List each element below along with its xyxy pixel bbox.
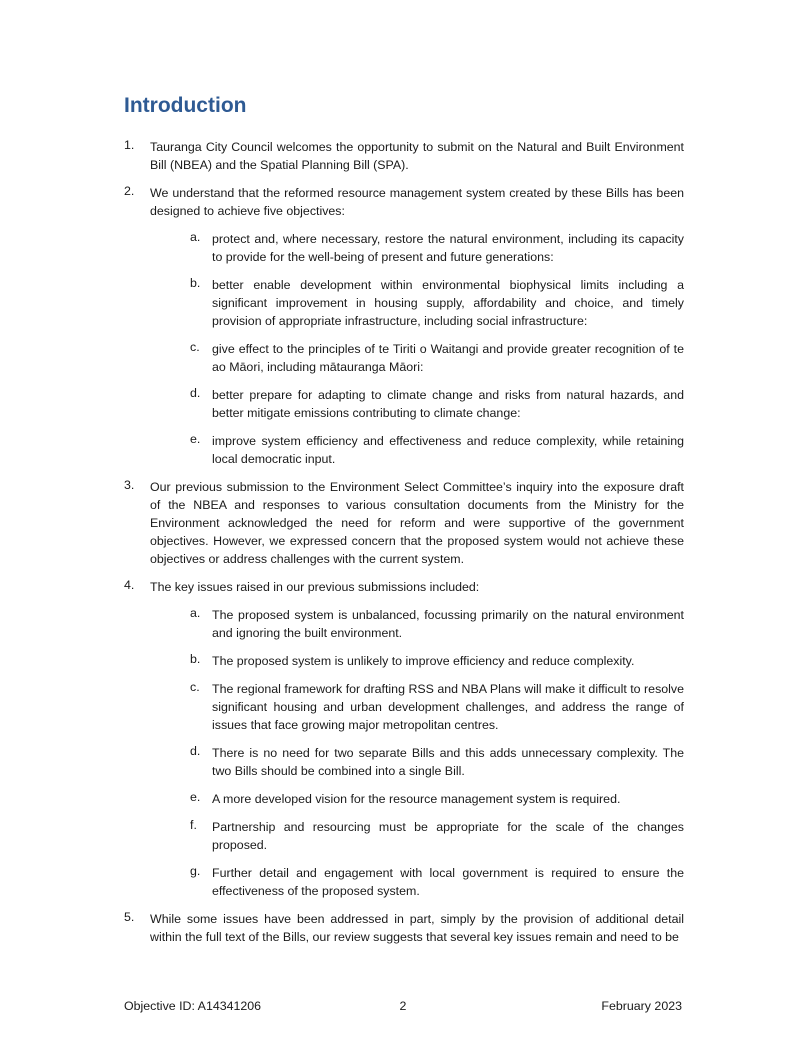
sub-list-item-letter: b. bbox=[190, 652, 201, 666]
list-item bbox=[124, 910, 684, 946]
sub-list-item bbox=[150, 230, 684, 266]
sub-list-item-text: A more developed vision for the resource management system is required. bbox=[212, 792, 621, 806]
sub-list-item-letter: c. bbox=[190, 340, 200, 354]
list-item-number: 3. bbox=[124, 478, 135, 492]
sub-list bbox=[150, 606, 684, 900]
footer-page-number: 2 bbox=[399, 999, 407, 1013]
sub-list-item-letter: a. bbox=[190, 606, 201, 620]
section-heading: Introduction bbox=[124, 94, 247, 117]
sub-list-item bbox=[150, 744, 684, 780]
sub-list-item bbox=[150, 432, 684, 468]
footer-date: February 2023 bbox=[601, 999, 682, 1013]
sub-list-item-letter: c. bbox=[190, 680, 200, 694]
list-item-text: We understand that the reformed resource management system created by these Bills has been designed to achieve five objectives: bbox=[150, 186, 684, 218]
sub-list-item-letter: e. bbox=[190, 432, 201, 446]
sub-list-item-text: Partnership and resourcing must be appropriate for the scale of the changes proposed. bbox=[212, 820, 684, 852]
sub-list-item-text: better prepare for adapting to climate change and risks from natural hazards, and better mitigate emissions contributing to climate change: bbox=[212, 388, 684, 420]
list-item-number: 5. bbox=[124, 910, 135, 924]
sub-list-item-letter: g. bbox=[190, 864, 201, 878]
sub-list-item bbox=[150, 340, 684, 376]
sub-list-item-text: better enable development within environmental biophysical limits including a significant improvement in housing supply, affordability and choice, and timely provision of appropriate infrastructure, including social infrastructure: bbox=[212, 278, 684, 328]
sub-list-item-letter: d. bbox=[190, 386, 201, 400]
sub-list-item bbox=[150, 606, 684, 642]
sub-list-item-text: improve system efficiency and effectiveness and reduce complexity, while retaining local democratic input. bbox=[212, 434, 684, 466]
sub-list-item bbox=[150, 652, 684, 670]
sub-list-item bbox=[150, 864, 684, 900]
list-item-number: 2. bbox=[124, 184, 135, 198]
list-item bbox=[124, 184, 684, 468]
sub-list-item-text: The regional framework for drafting RSS and NBA Plans will make it difficult to resolve significant housing and urban development challenges, and address the range of issues that face growing major metropolitan centres. bbox=[212, 682, 684, 732]
sub-list-item bbox=[150, 276, 684, 330]
sub-list bbox=[150, 230, 684, 468]
list-item-text: The key issues raised in our previous submissions included: bbox=[150, 580, 480, 594]
page-footer bbox=[124, 999, 682, 1017]
sub-list-item bbox=[150, 680, 684, 734]
numbered-list bbox=[124, 138, 684, 956]
list-item bbox=[124, 138, 684, 174]
list-item bbox=[124, 478, 684, 568]
sub-list-item-letter: b. bbox=[190, 276, 201, 290]
list-item-text: Our previous submission to the Environment Select Committee’s inquiry into the exposure draft of the NBEA and responses to various consultation documents from the Ministry for the Environment acknowledged the need for reform and were supportive of the government objectives. However, we expressed concern that the proposed system would not achieve these objectives or address challenges with the current system. bbox=[150, 480, 684, 566]
list-item bbox=[124, 578, 684, 900]
sub-list-item bbox=[150, 790, 684, 808]
sub-list-item-text: protect and, where necessary, restore the natural environment, including its capacity to provide for the well-being of present and future generations: bbox=[212, 232, 684, 264]
footer-objective-id: Objective ID: A14341206 bbox=[124, 999, 262, 1013]
sub-list-item-letter: e. bbox=[190, 790, 201, 804]
sub-list-item-letter: a. bbox=[190, 230, 201, 244]
sub-list-item-text: give effect to the principles of te Tiriti o Waitangi and provide greater recognition of te ao Māori, including mātauranga Māori: bbox=[212, 342, 684, 374]
list-item-number: 4. bbox=[124, 578, 135, 592]
sub-list-item-text: The proposed system is unlikely to improve efficiency and reduce complexity. bbox=[212, 654, 635, 668]
sub-list-item-letter: f. bbox=[190, 818, 197, 832]
sub-list-item bbox=[150, 818, 684, 854]
list-item-text: While some issues have been addressed in part, simply by the provision of additional detail within the full text of the Bills, our review suggests that several key issues remain and need to be bbox=[150, 912, 684, 944]
list-item-number: 1. bbox=[124, 138, 135, 152]
list-item-text: Tauranga City Council welcomes the opportunity to submit on the Natural and Built Environment Bill (NBEA) and the Spatial Planning Bill (SPA). bbox=[150, 140, 684, 172]
sub-list-item-text: Further detail and engagement with local government is required to ensure the effectiveness of the proposed system. bbox=[212, 866, 684, 898]
sub-list-item-text: The proposed system is unbalanced, focussing primarily on the natural environment and ignoring the built environment. bbox=[212, 608, 684, 640]
sub-list-item-text: There is no need for two separate Bills and this adds unnecessary complexity. The two Bills should be combined into a single Bill. bbox=[212, 746, 684, 778]
sub-list-item bbox=[150, 386, 684, 422]
sub-list-item-letter: d. bbox=[190, 744, 201, 758]
